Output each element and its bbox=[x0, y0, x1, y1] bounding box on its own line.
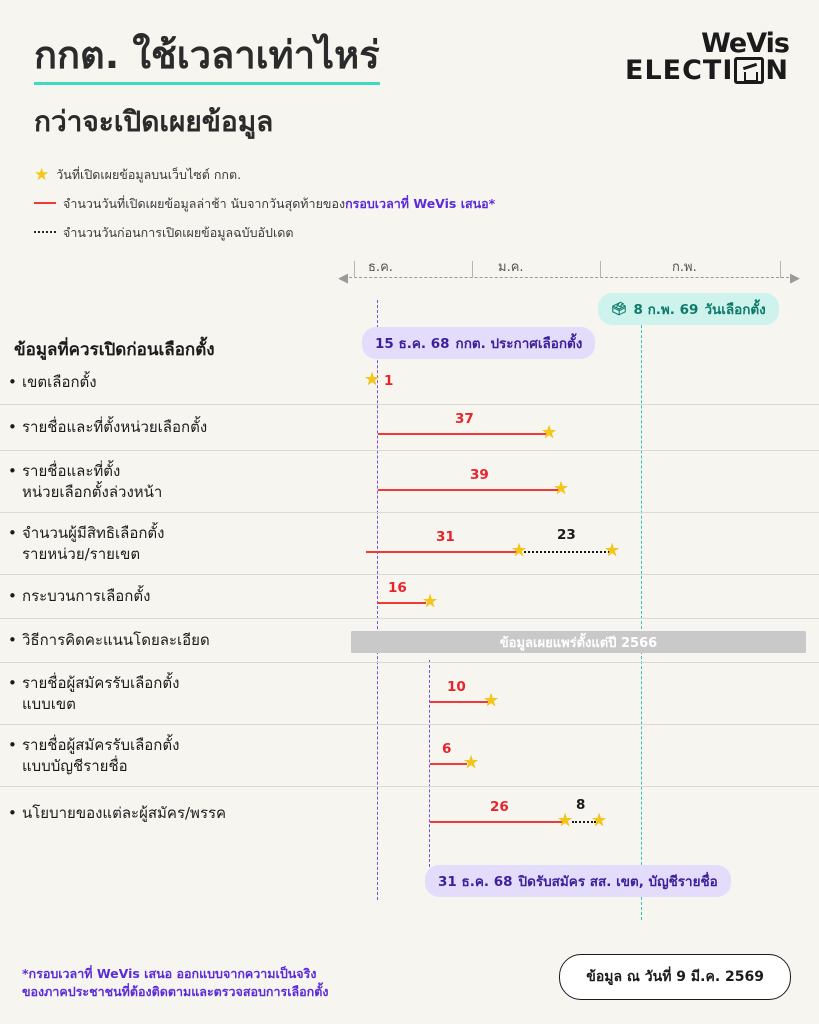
announcement-pill bbox=[362, 327, 595, 359]
star-icon: ★ bbox=[557, 810, 574, 831]
row-plot bbox=[0, 787, 819, 840]
table-row bbox=[0, 574, 819, 618]
axis-label-dec: ธ.ค. bbox=[368, 260, 393, 275]
axis-label-feb: ก.พ. bbox=[672, 260, 697, 275]
legend-item-update bbox=[34, 223, 495, 243]
row-plot bbox=[0, 663, 819, 724]
table-row bbox=[0, 662, 819, 724]
legend-item-star-label: วันที่เปิดเผยข้อมูลบนเว็บไซต์ กกต. bbox=[56, 167, 242, 182]
row-update-value: 8 bbox=[576, 797, 586, 813]
logo-vis: Vis bbox=[746, 28, 789, 59]
table-row bbox=[0, 450, 819, 512]
row-value: 1 bbox=[384, 373, 394, 389]
row-value: 39 bbox=[470, 467, 489, 483]
row-value: 6 bbox=[442, 741, 452, 757]
axis-tick-jan bbox=[472, 261, 473, 278]
ballot-box-icon bbox=[734, 57, 764, 84]
legend-item-delay bbox=[34, 194, 495, 214]
page-subtitle: กว่าจะเปิดเผยข้อมูล bbox=[34, 105, 274, 138]
delay-bar bbox=[430, 821, 564, 823]
star-icon: ★ bbox=[511, 540, 528, 561]
row-label-line2: แบบเขต bbox=[22, 694, 76, 713]
star-icon: ★ bbox=[422, 591, 439, 612]
axis-line bbox=[344, 277, 794, 278]
month-axis bbox=[0, 252, 819, 286]
footnote bbox=[22, 965, 328, 1003]
table-row bbox=[0, 786, 819, 840]
logo-we: We bbox=[701, 28, 747, 59]
delay-bar bbox=[366, 551, 519, 553]
table-row bbox=[0, 618, 819, 662]
row-label-line1: รายชื่อผู้สมัครรับเลือกตั้ง bbox=[22, 736, 180, 755]
table-row bbox=[0, 512, 819, 574]
axis-arrow-left-icon: ◀ bbox=[338, 271, 348, 286]
row-value: 26 bbox=[490, 799, 509, 815]
delay-bar bbox=[378, 489, 560, 491]
legend-item-star bbox=[34, 165, 495, 185]
data-rows bbox=[0, 360, 819, 840]
legend-item-delay-accent: กรอบเวลาที่ WeVis เสนอ* bbox=[345, 196, 496, 211]
close-registration-label: ปิดรับสมัคร สส. เขต, บัญชีรายชื่อ bbox=[518, 874, 718, 890]
row-plot bbox=[0, 360, 819, 404]
row-plot bbox=[0, 451, 819, 512]
row-label-line2: รายหน่วย/รายเขต bbox=[22, 544, 141, 563]
row-label-line2: แบบบัญชีรายชื่อ bbox=[22, 756, 128, 775]
election-day-label: วันเลือกตั้ง bbox=[704, 302, 766, 318]
row-plot bbox=[0, 405, 819, 450]
election-wordmark bbox=[625, 55, 789, 86]
page-title: กกต. ใช้เวลาเท่าไหร่ bbox=[34, 34, 380, 85]
star-icon: ★ bbox=[604, 540, 621, 561]
row-plot bbox=[0, 725, 819, 786]
row-plot bbox=[0, 513, 819, 574]
row-value: 37 bbox=[455, 411, 474, 427]
legend bbox=[34, 165, 495, 252]
note-bar: ข้อมูลเผยแพร่ตั้งแต่ปี 2566 bbox=[351, 631, 806, 653]
row-label: • นโยบายของแต่ละผู้สมัคร/พรรค bbox=[0, 803, 340, 823]
delay-bar bbox=[430, 763, 467, 765]
star-icon: ★ bbox=[463, 752, 480, 773]
row-label: • กระบวนการเลือกตั้ง bbox=[0, 586, 340, 606]
row-label-line1: รายชื่อและที่ตั้ง bbox=[22, 462, 121, 481]
data-date-badge: ข้อมูล ณ วันที่ 9 มี.ค. 2569 bbox=[559, 954, 791, 1000]
star-icon: ★ bbox=[591, 810, 608, 831]
wevis-election-logo bbox=[625, 28, 789, 86]
delay-bar bbox=[378, 602, 426, 604]
row-value: 16 bbox=[388, 580, 407, 596]
legend-item-delay-label: จำนวนวันที่เปิดเผยข้อมูลล่าช้า นับจากวันสุดท้ายของ bbox=[63, 196, 346, 211]
red-line-icon bbox=[34, 202, 56, 204]
ballot-box-small-icon: 🗳 bbox=[611, 301, 628, 317]
row-label-line1: จำนวนผู้มีสิทธิเลือกตั้ง bbox=[22, 524, 165, 543]
footnote-line2: ของภาคประชาชนที่ต้องติดตามและตรวจสอบการเลือกตั้ง bbox=[22, 984, 329, 1000]
axis-tick-feb bbox=[600, 261, 601, 278]
announcement-label: กกต. ประกาศเลือกตั้ง bbox=[455, 336, 583, 352]
star-icon: ★ bbox=[541, 422, 558, 443]
row-label-line1: รายชื่อผู้สมัครรับเลือกตั้ง bbox=[22, 674, 180, 693]
dotted-line-icon bbox=[34, 231, 56, 233]
row-label-line2: หน่วยเลือกตั้งล่วงหน้า bbox=[22, 482, 163, 501]
election-day-date: 8 ก.พ. 69 bbox=[633, 302, 699, 318]
footnote-line1: *กรอบเวลาที่ WeVis เสนอ ออกแบบจากความเป็นจริง bbox=[22, 965, 317, 981]
table-row bbox=[0, 724, 819, 786]
row-update-value: 23 bbox=[557, 527, 576, 543]
axis-tick-dec bbox=[354, 261, 355, 278]
axis-arrow-right-icon: ▶ bbox=[790, 271, 800, 286]
table-row bbox=[0, 404, 819, 450]
row-label: • วิธีการคิดคะแนนโดยละเอียด bbox=[0, 630, 340, 650]
star-icon: ★ bbox=[483, 690, 500, 711]
star-icon: ★ bbox=[364, 369, 381, 390]
delay-bar bbox=[430, 701, 488, 703]
legend-item-update-label: จำนวนวันก่อนการเปิดเผยข้อมูลฉบับอัปเดต bbox=[63, 225, 294, 240]
axis-label-jan: ม.ค. bbox=[498, 260, 524, 275]
close-registration-pill bbox=[425, 865, 731, 897]
announcement-date: 15 ธ.ค. 68 bbox=[375, 336, 450, 352]
update-bar bbox=[524, 551, 610, 553]
table-row bbox=[0, 360, 819, 404]
row-value: 10 bbox=[447, 679, 466, 695]
delay-bar bbox=[378, 433, 548, 435]
star-icon: ★ bbox=[34, 164, 50, 185]
close-registration-date: 31 ธ.ค. 68 bbox=[438, 874, 513, 890]
logo-election-right: N bbox=[765, 55, 789, 86]
row-value: 31 bbox=[436, 529, 455, 545]
axis-tick-end bbox=[780, 261, 781, 278]
section-heading: ข้อมูลที่ควรเปิดก่อนเลือกตั้ง bbox=[14, 340, 215, 360]
row-label: • รายชื่อและที่ตั้งหน่วยเลือกตั้ง bbox=[0, 417, 340, 437]
election-day-pill bbox=[598, 293, 779, 325]
row-plot bbox=[0, 619, 819, 662]
row-label: • เขตเลือกตั้ง bbox=[0, 372, 340, 392]
logo-election-left: ELECTI bbox=[625, 55, 734, 86]
row-plot bbox=[0, 575, 819, 618]
star-icon: ★ bbox=[553, 478, 570, 499]
